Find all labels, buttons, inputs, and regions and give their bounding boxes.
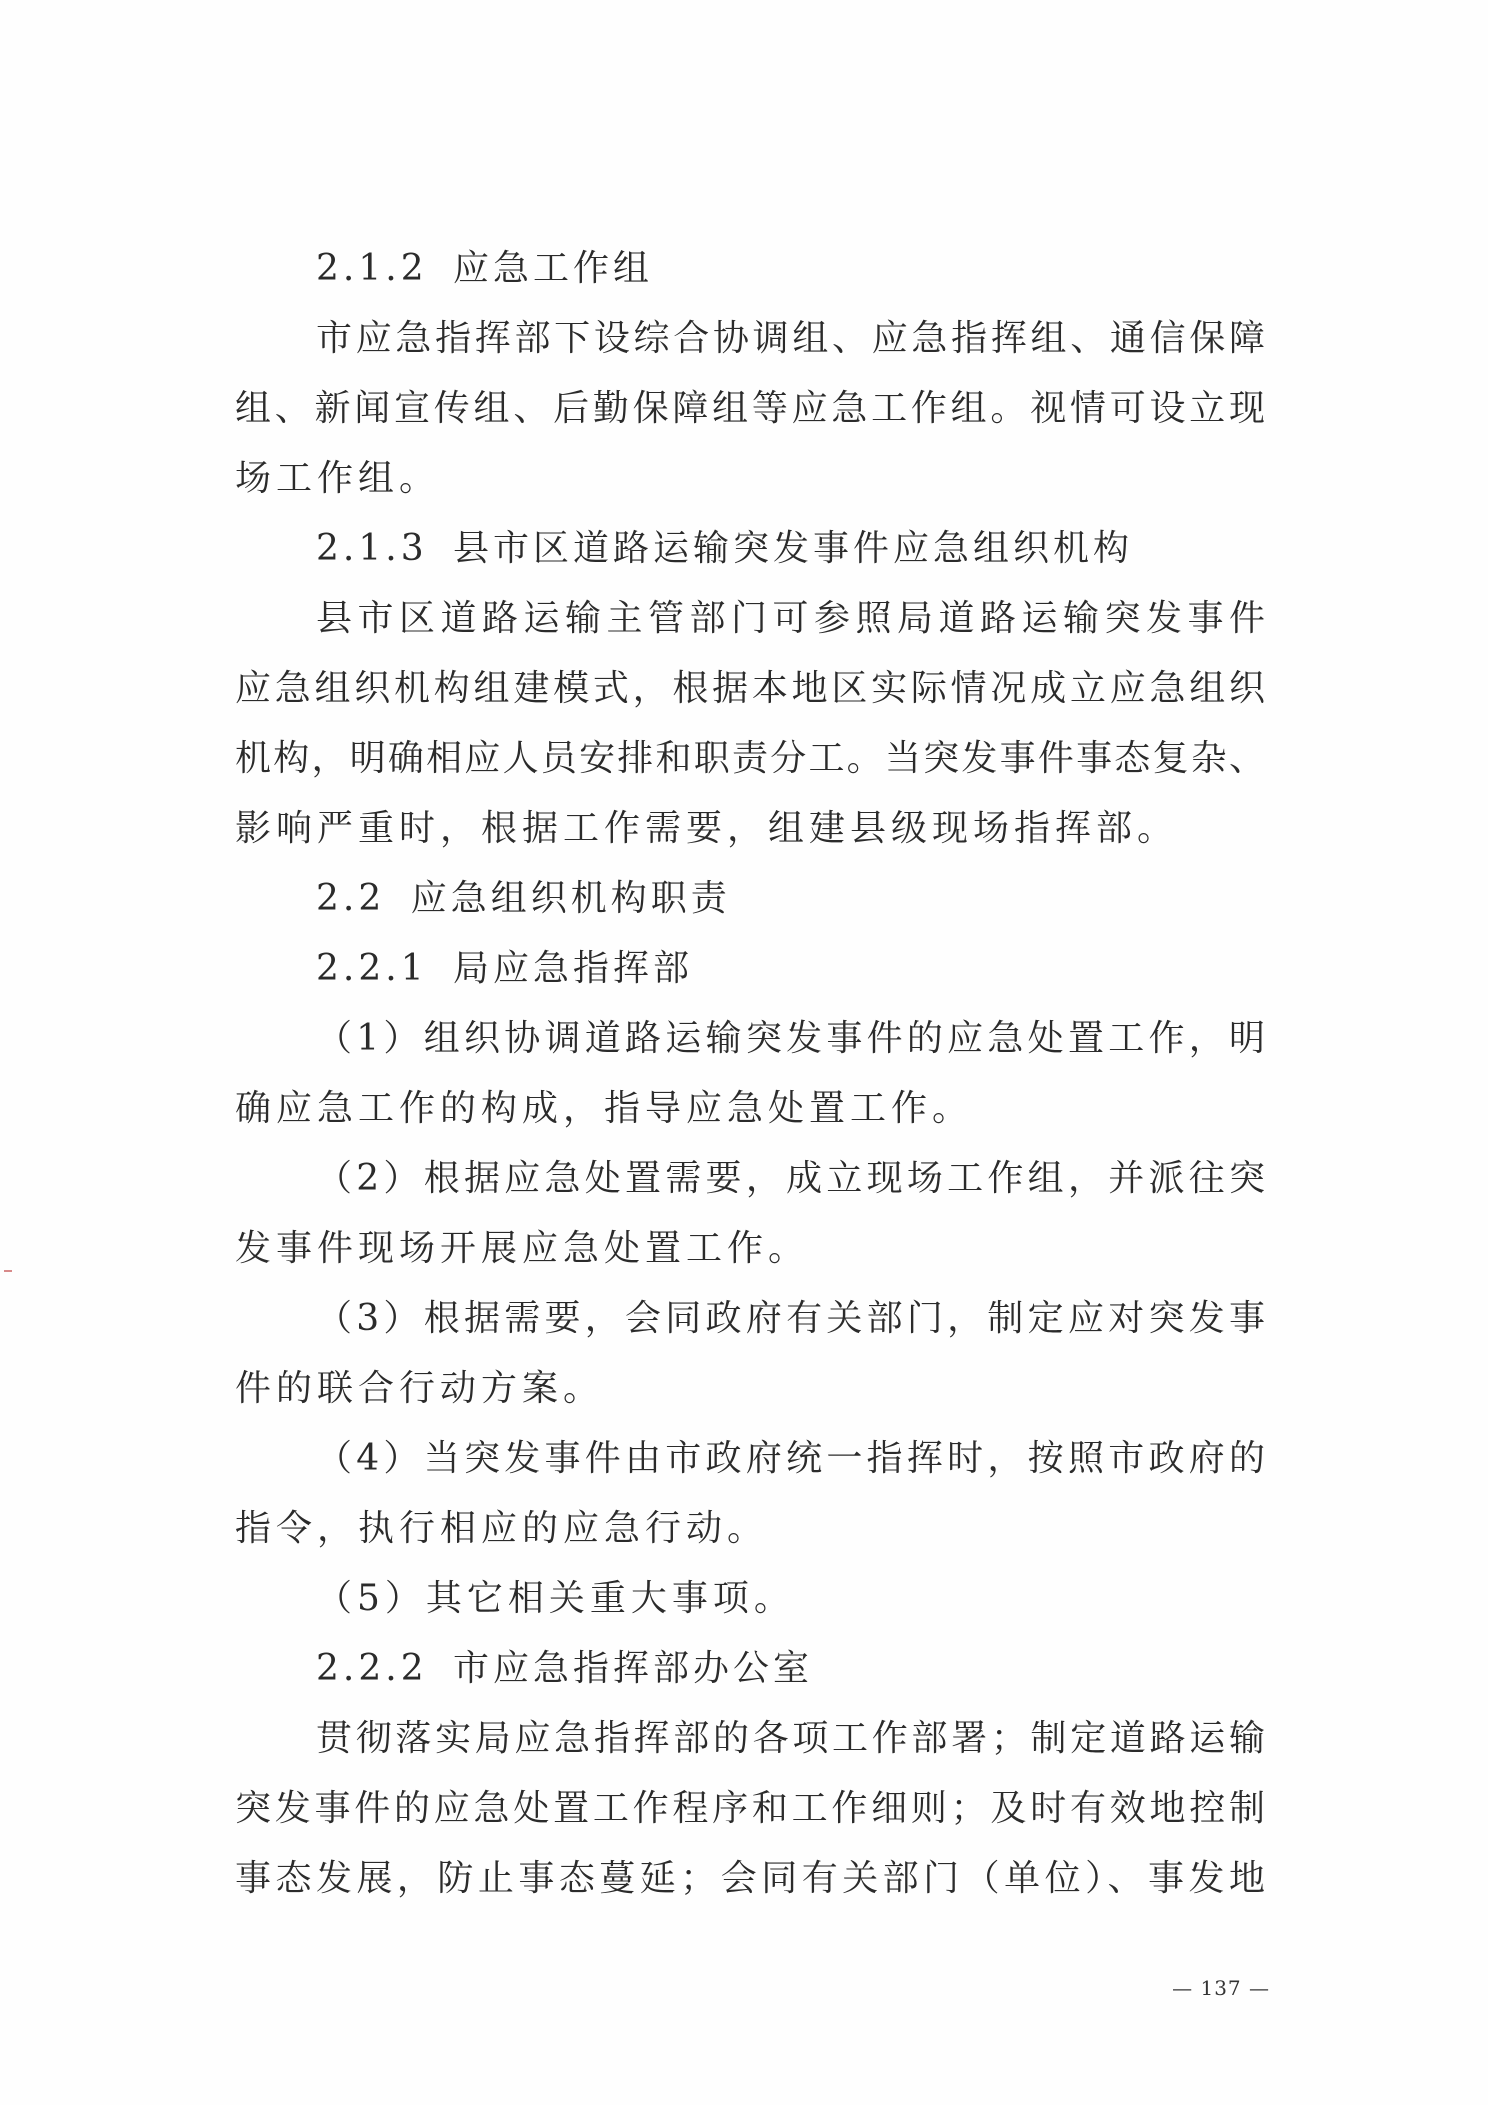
paragraph-line: 县市区道路运输主管部门可参照局道路运输突发事件 [316, 598, 1265, 639]
list-item-line: 发事件现场开展应急处置工作。 [235, 1228, 810, 1269]
section-heading-2-2: 2.2 应急组织机构职责 [316, 878, 731, 919]
list-item-line: （2）根据应急处置需要，成立现场工作组，并派往突 [316, 1158, 1265, 1199]
paragraph-line: 机构，明确相应人员安排和职责分工。当突发事件事态复杂、 [235, 738, 1265, 779]
page-number: — 137 — [1172, 1976, 1270, 2000]
paragraph-line: 事态发展，防止事态蔓延；会同有关部门（单位）、事发地 [235, 1858, 1265, 1899]
list-item-line: 指令，执行相应的应急行动。 [235, 1508, 769, 1549]
paragraph-line: 场工作组。 [235, 458, 441, 499]
paragraph-line: 突发事件的应急处置工作程序和工作细则；及时有效地控制 [235, 1788, 1265, 1829]
list-item-line: （1）组织协调道路运输突发事件的应急处置工作，明 [316, 1018, 1265, 1059]
paragraph-line: 影响严重时，根据工作需要，组建县级现场指挥部。 [235, 808, 1179, 849]
scan-mark [4, 1270, 12, 1272]
list-item-line: 件的联合行动方案。 [235, 1368, 605, 1409]
list-item-line: 确应急工作的构成，指导应急处置工作。 [235, 1088, 974, 1129]
paragraph-line: 市应急指挥部下设综合协调组、应急指挥组、通信保障 [316, 318, 1265, 359]
paragraph-line: 贯彻落实局应急指挥部的各项工作部署；制定道路运输 [316, 1718, 1265, 1759]
list-item-line: （3）根据需要，会同政府有关部门，制定应对突发事 [316, 1298, 1265, 1339]
section-heading-2-2-2: 2.2.2 市应急指挥部办公室 [316, 1648, 814, 1689]
section-heading-2-2-1: 2.2.1 局应急指挥部 [316, 948, 694, 989]
list-item-line: （5）其它相关重大事项。 [316, 1578, 795, 1619]
list-item-line: （4）当突发事件由市政府统一指挥时，按照市政府的 [316, 1438, 1265, 1479]
paragraph-line: 应急组织机构组建模式，根据本地区实际情况成立应急组织 [235, 668, 1265, 709]
section-heading-2-1-2: 2.1.2 应急工作组 [316, 248, 654, 289]
paragraph-line: 组、新闻宣传组、后勤保障组等应急工作组。视情可设立现 [235, 388, 1265, 429]
section-heading-2-1-3: 2.1.3 县市区道路运输突发事件应急组织机构 [316, 528, 1134, 569]
